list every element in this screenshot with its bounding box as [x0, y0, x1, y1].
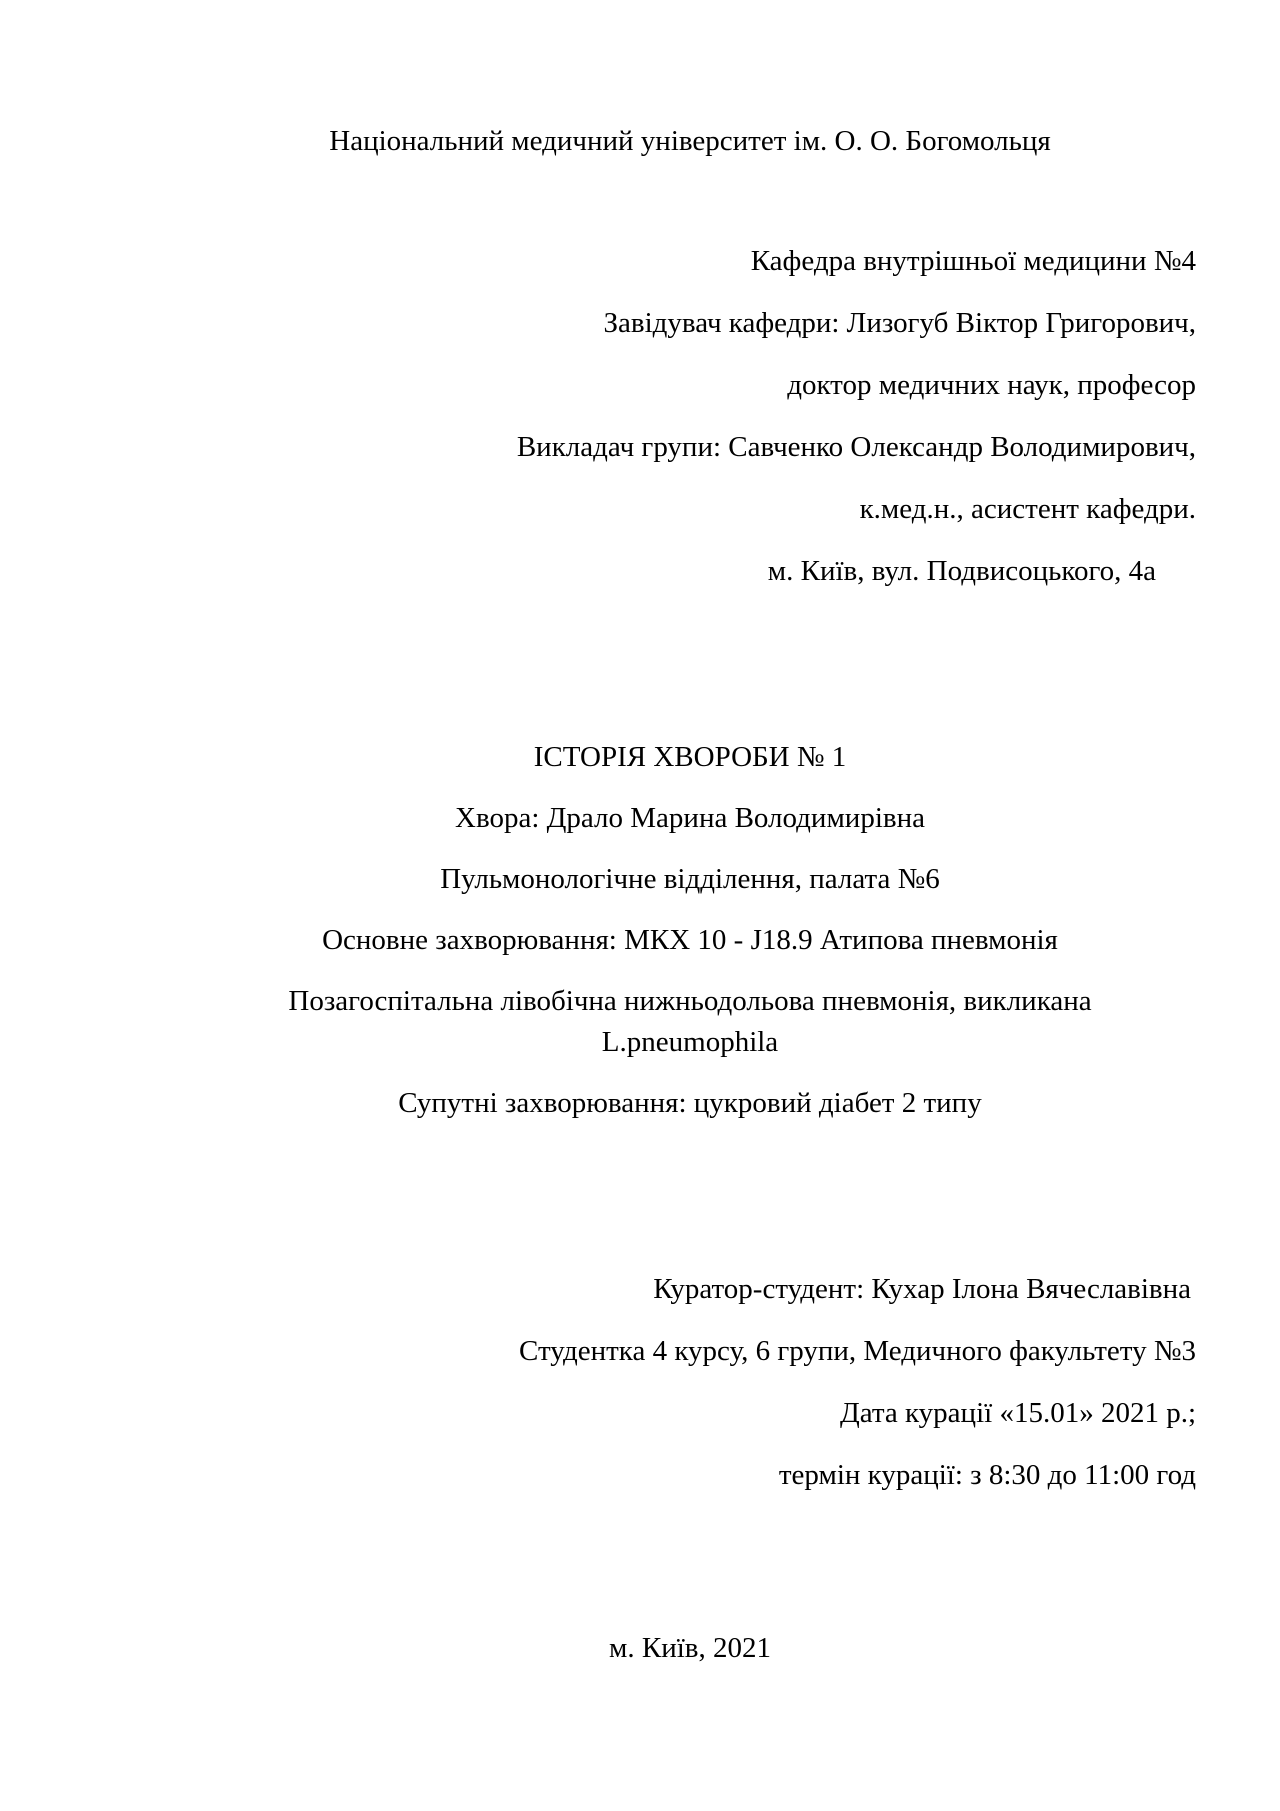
curation-date: Дата курації «15.01» 2021 р.; — [839, 1397, 1196, 1429]
department-name: Кафедра внутрішньої медицини №4 — [750, 245, 1196, 277]
diagnosis-line-1: Позагоспітальна лівобічна нижньодольова пневмонія, викликана — [288, 985, 1092, 1017]
patient-name: Хвора: Драло Марина Володимирівна — [455, 802, 925, 834]
department-address: м. Київ, вул. Подвисоцького, 4а — [767, 555, 1156, 587]
group-teacher-degree: к.мед.н., асистент кафедри. — [859, 493, 1196, 525]
student-group: Студентка 4 курсу, 6 групи, Медичного факультету №3 — [519, 1335, 1196, 1367]
department-head-degree: доктор медичних наук, професор — [787, 369, 1196, 401]
diagnosis-line-2: L.pneumophila — [601, 1026, 779, 1058]
ward-info: Пульмонологічне відділення, палата №6 — [440, 863, 940, 895]
comorbidities: Супутні захворювання: цукровий діабет 2 типу — [398, 1087, 982, 1119]
history-title: ІСТОРІЯ ХВОРОБИ № 1 — [533, 741, 847, 773]
curation-time: термін курації: з 8:30 до 11:00 год — [778, 1459, 1196, 1491]
department-head: Завідувач кафедри: Лизогуб Віктор Григорович, — [603, 307, 1196, 339]
main-disease: Основне захворювання: МКХ 10 - J18.9 Атипова пневмонія — [322, 924, 1058, 956]
curator-student: Куратор-студент: Кухар Ілона Вячеславівна — [653, 1273, 1191, 1305]
place-year: м. Київ, 2021 — [609, 1632, 771, 1664]
university-name: Національний медичний університет ім. О. О. Богомольця — [329, 125, 1051, 157]
group-teacher: Викладач групи: Савченко Олександр Володимирович, — [516, 431, 1196, 463]
